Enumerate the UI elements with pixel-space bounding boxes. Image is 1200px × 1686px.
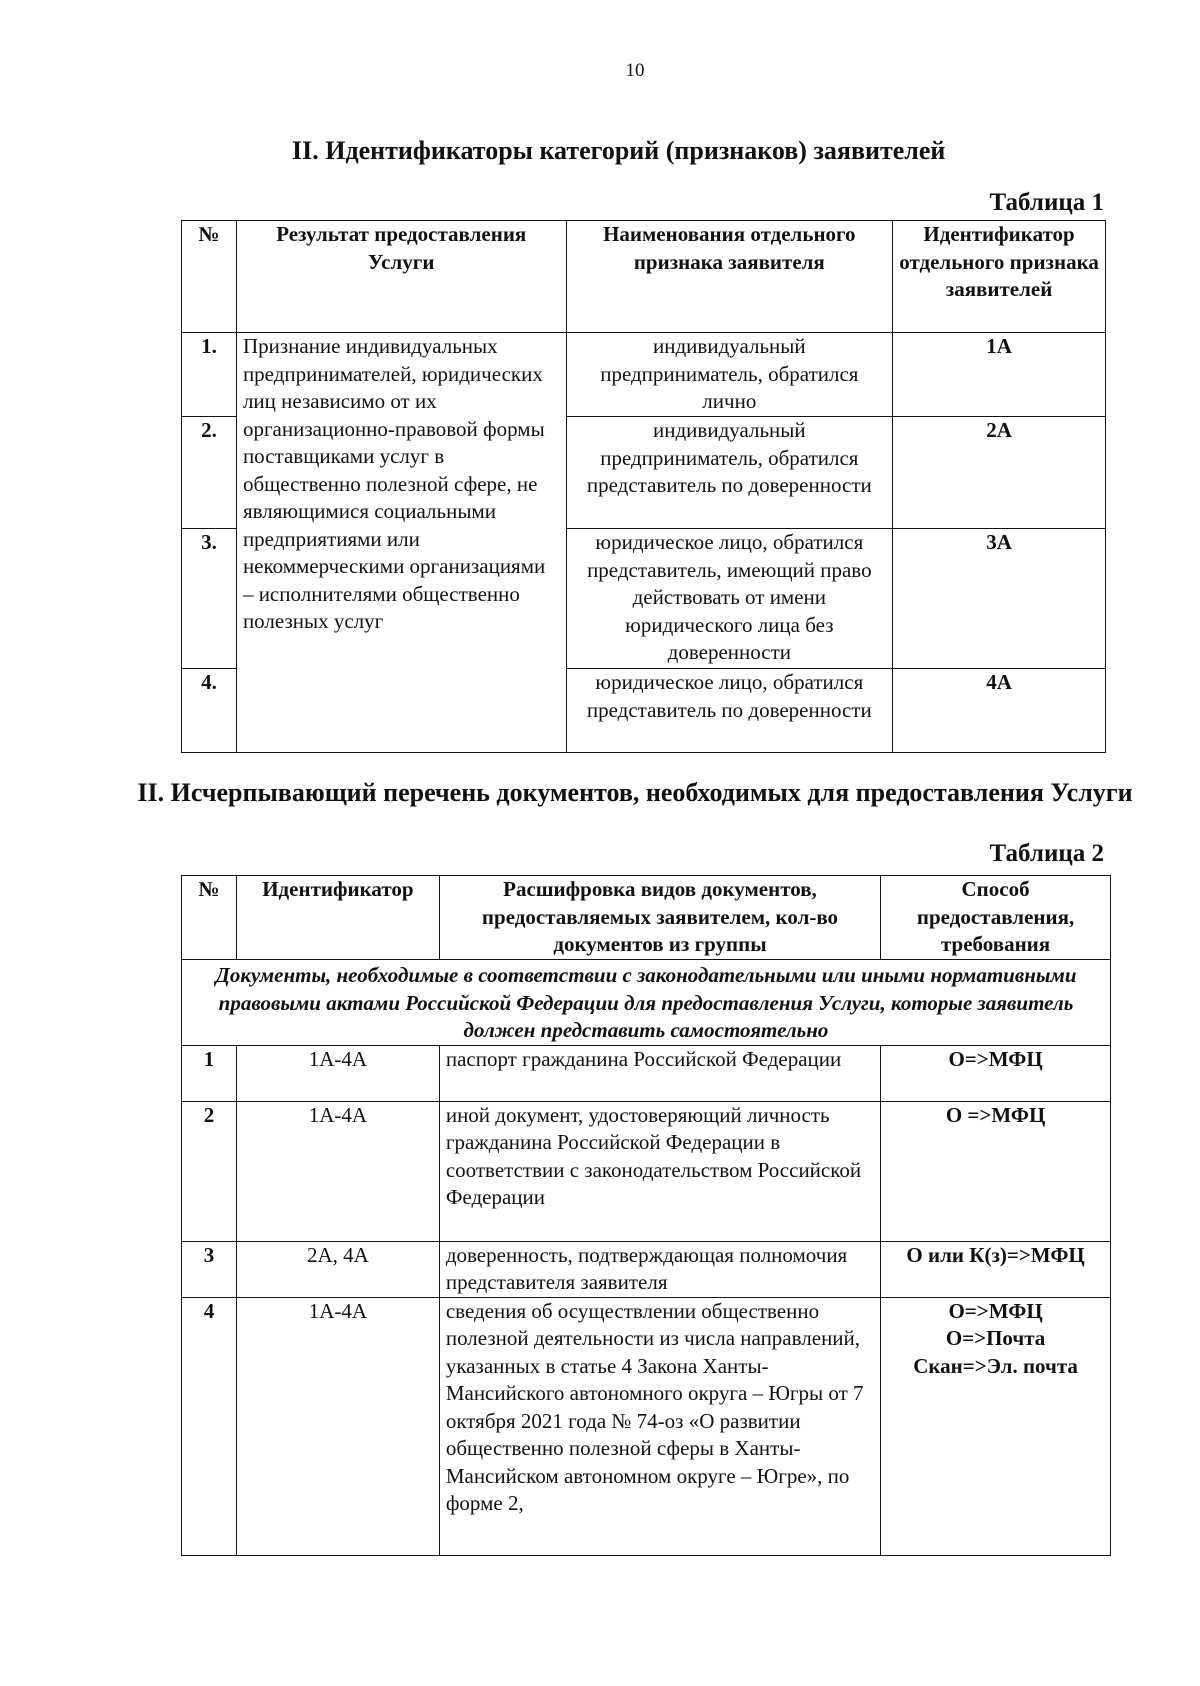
row-number: 1	[182, 1045, 237, 1101]
method-cell: О или К(з)=>МФЦ	[881, 1241, 1111, 1297]
feature-cell: индивидуальный предприниматель, обратился представитель по доверенности	[566, 417, 893, 529]
section-2-heading: II. Исчерпывающий перечень документов, необходимых для предоставления Услуги	[137, 778, 1133, 807]
section-row-text: Документы, необходимые в соответствии с законодательными или иными нормативными правовыми актами Российской Федерации для предоставления Услуги, которые заявитель должен представить самостоятельно	[182, 960, 1111, 1046]
table-1-caption: Таблица 1	[989, 189, 1104, 216]
col-header-identifier: Идентификатор отдельного признака заявителей	[893, 221, 1106, 333]
table-row	[182, 1297, 1111, 1555]
table-2	[181, 875, 1111, 1556]
col-header-method: Способ предоставления, требования	[881, 876, 1111, 960]
table-row	[182, 1101, 1111, 1241]
row-number: 1.	[182, 333, 237, 417]
identifier-cell: 1А-4А	[236, 1101, 439, 1241]
row-number: 2	[182, 1101, 237, 1241]
identifier-cell: 4А	[893, 669, 1106, 753]
feature-cell: юридическое лицо, обратился представитель по доверенности	[566, 669, 893, 753]
identifier-cell: 1А	[893, 333, 1106, 417]
method-line: Скан=>Эл. почта	[913, 1353, 1078, 1378]
table-row	[182, 333, 1106, 417]
section-1-heading: II. Идентификаторы категорий (признаков) заявителей	[292, 136, 946, 165]
col-header-identifier: Идентификатор	[236, 876, 439, 960]
table-2-header-row	[182, 876, 1111, 960]
table-section-row	[182, 960, 1111, 1046]
feature-cell: юридическое лицо, обратился представитель, имеющий право действовать от имени юридического лица без доверенности	[566, 529, 893, 669]
document-cell: иной документ, удостоверяющий личность гражданина Российской Федерации в соответствии с законодательством Российской Федерации	[439, 1101, 880, 1241]
identifier-cell: 3А	[893, 529, 1106, 669]
row-number: 2.	[182, 417, 237, 529]
table-1-header-row	[182, 221, 1106, 333]
document-cell: паспорт гражданина Российской Федерации	[439, 1045, 880, 1101]
method-cell: О=>МФЦ	[881, 1045, 1111, 1101]
result-cell: Признание индивидуальных предпринимателей, юридических лиц независимо от их организационно-правовой формы поставщиками услуг в общественно полезной сфере, не являющимися социальными предприятиями или некоммерческими организациями – исполнителями общественно полезных услуг	[236, 333, 566, 753]
method-line: О=>МФЦ	[948, 1298, 1043, 1323]
feature-cell: индивидуальный предприниматель, обратился лично	[566, 333, 893, 417]
col-header-number: №	[182, 876, 237, 960]
method-cell: О =>МФЦ	[881, 1101, 1111, 1241]
document-cell: сведения об осуществлении общественно полезной деятельности из числа направлений, указанных в статье 4 Закона Ханты-Мансийского автономного округа – Югры от 7 октября 2021 года № 74-оз «О развитии общественно полезной сферы в Ханты-Мансийском автономном округе – Югре», по форме 2,	[439, 1297, 880, 1555]
identifier-cell: 2А	[893, 417, 1106, 529]
row-number: 3.	[182, 529, 237, 669]
col-header-number: №	[182, 221, 237, 333]
row-number: 3	[182, 1241, 237, 1297]
page-number: 10	[625, 60, 645, 81]
identifier-cell: 1А-4А	[236, 1297, 439, 1555]
col-header-documents: Расшифровка видов документов, предоставляемых заявителем, кол-во документов из группы	[439, 876, 880, 960]
row-number: 4	[182, 1297, 237, 1555]
col-header-result: Результат предоставления Услуги	[236, 221, 566, 333]
document-cell: доверенность, подтверждающая полномочия представителя заявителя	[439, 1241, 880, 1297]
table-2-caption: Таблица 2	[989, 840, 1104, 867]
table-row	[182, 1045, 1111, 1101]
method-cell	[881, 1297, 1111, 1555]
row-number: 4.	[182, 669, 237, 753]
col-header-feature: Наименования отдельного признака заявителя	[566, 221, 893, 333]
identifier-cell: 1А-4А	[236, 1045, 439, 1101]
method-line: О=>Почта	[945, 1326, 1046, 1350]
identifier-cell: 2А, 4А	[236, 1241, 439, 1297]
table-1	[181, 220, 1106, 753]
table-row	[182, 1241, 1111, 1297]
